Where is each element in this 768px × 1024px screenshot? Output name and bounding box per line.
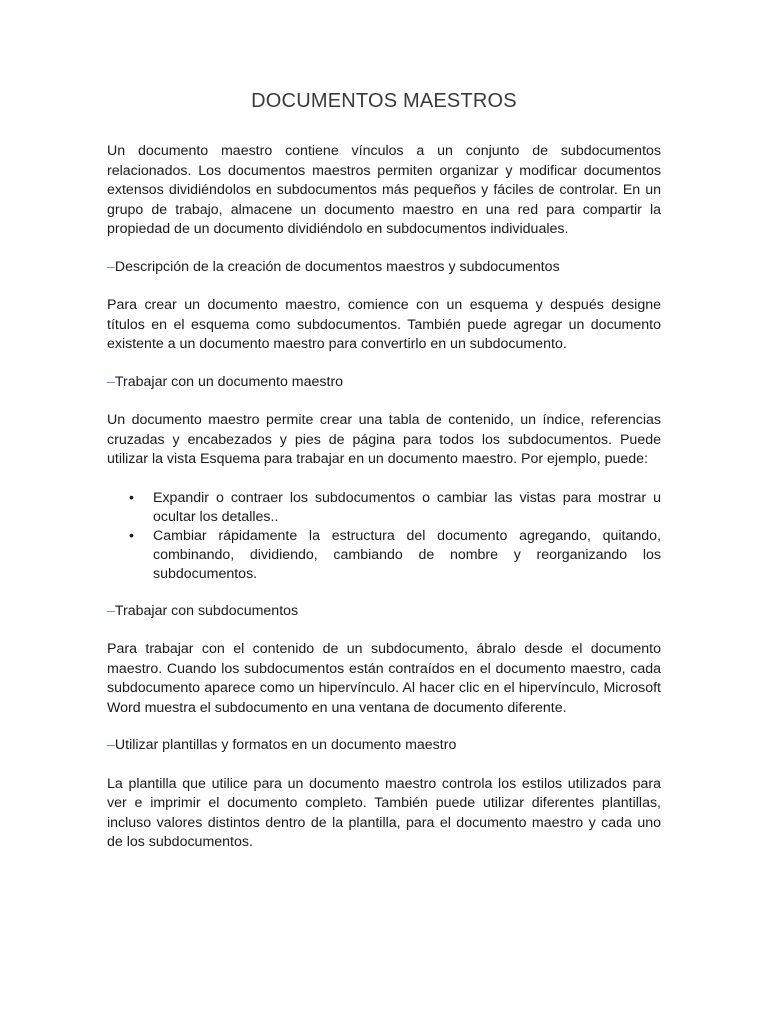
list-item-text: Expandir o contraer los subdocumentos o cambiar las vistas para mostrar u ocultar los detalles..: [153, 489, 661, 525]
section-paragraph-2: Un documento maestro permite crear una tabla de contenido, un índice, referencias cruzadas y encabezados y pies de página para todos los subdocumentos. Puede utilizar la vista Esquema para trabajar en un documento maestro. Por ejemplo, puede:: [107, 412, 661, 467]
section-heading-1: [107, 258, 661, 278]
section-paragraph-1: Para crear un documento maestro, comience con un esquema y después designe títulos en el esquema como subdocumentos. También puede agregar un documento existente a un documento maestro para convertirlo en un subdocumento.: [107, 297, 661, 352]
section-heading-text: Utilizar plantillas y formatos en un documento maestro: [114, 737, 457, 753]
bullet-list: [107, 489, 661, 584]
section-heading-text: Trabajar con subdocumentos: [114, 602, 299, 619]
section-paragraph-3: Para trabajar con el contenido de un subdocumento, ábralo desde el documento maestro. Cuando los subdocumentos están contraídos en el documento maestro, cada subdocumento aparece como un hipervínculo. Al hacer clic en el hipervínculo, Microsoft Word muestra el subdocumento en una ventana de documento diferente.: [107, 641, 661, 716]
document-title: DOCUMENTOS MAESTROS: [251, 90, 517, 112]
list-item: [129, 489, 661, 527]
list-item-text: Cambiar rápidamente la estructura del documento agregando, quitando, combinando, dividiendo, cambiando de nombre y reorganizando los subdocumentos.: [153, 527, 661, 582]
section-paragraph-4: La plantilla que utilice para un documento maestro controla los estilos utilizados para ver e imprimir el documento completo. También puede utilizar diferentes plantillas, incluso valores distintos dentro de la plantilla, para el documento maestro y cada uno de los subdocumentos.: [107, 775, 661, 850]
document-page: [107, 90, 661, 853]
list-item: [129, 527, 661, 584]
section-heading-3: [107, 602, 661, 622]
heading-dash: –: [107, 602, 115, 619]
heading-dash: –: [107, 737, 115, 753]
section-heading-text: Descripción de la creación de documentos maestros y subdocumentos: [114, 258, 560, 275]
bullet-icon: •: [129, 489, 134, 506]
bullet-icon: •: [129, 527, 134, 544]
section-heading-4: [107, 736, 661, 756]
heading-dash: –: [107, 258, 115, 275]
heading-dash: –: [107, 373, 115, 390]
section-heading-2: [107, 373, 661, 393]
section-heading-text: Trabajar con un documento maestro: [114, 373, 344, 390]
intro-paragraph: Un documento maestro contiene vínculos a un conjunto de subdocumentos relacionados. Los documentos maestros permiten organizar y modificar documentos extensos dividiéndolos en subdocumentos más pequeños y fáciles de controlar. En un grupo de trabajo, almacene un documento maestro en una red para compartir la propiedad de un documento dividiéndolo en subdocumentos individuales.: [107, 143, 661, 237]
